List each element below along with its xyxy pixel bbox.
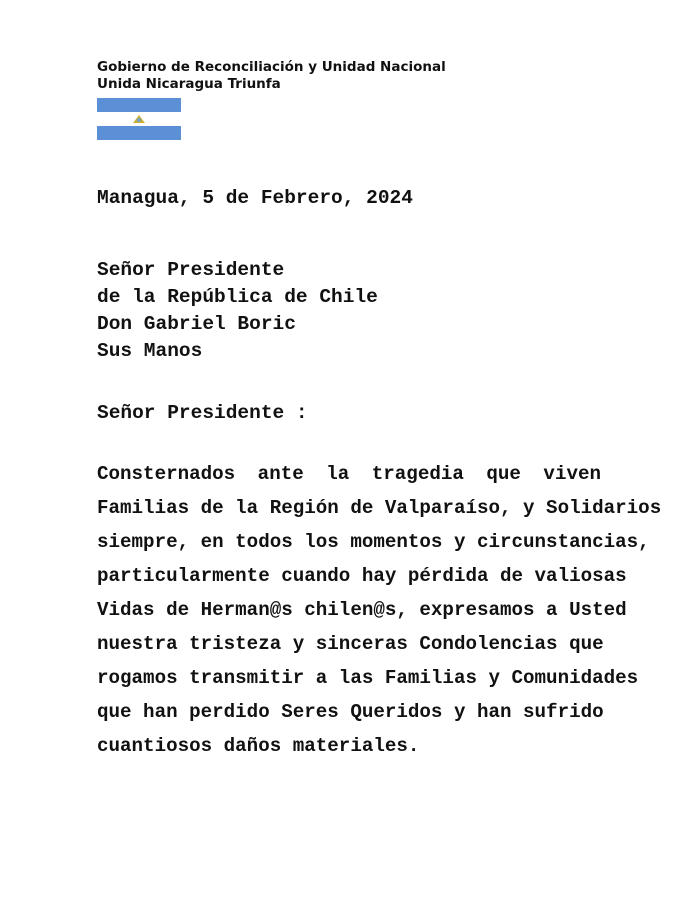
recipient-line: Sus Manos [97,340,203,362]
letterhead-government: Gobierno de Reconciliación y Unidad Nacional [97,59,446,75]
body-line: particularmente cuando hay pérdida de valiosas [97,565,627,587]
body-line: Familias de la Región de Valparaíso, y Solidarios [97,497,662,519]
nicaragua-flag-icon [97,98,181,140]
letterhead-slogan: Unida Nicaragua Triunfa [97,76,281,92]
body-line: Vidas de Herman@s chilen@s, expresamos a Usted [97,599,627,621]
date-line: Managua, 5 de Febrero, 2024 [97,187,413,209]
body-line: nuestra tristeza y sinceras Condolencias que [97,633,604,655]
body-line: que han perdido Seres Queridos y han sufrido [97,701,604,723]
body-line: cuantiosos daños materiales. [97,735,420,757]
recipient-line: de la República de Chile [97,286,378,308]
body-line: siempre, en todos los momentos y circunstancias, [97,531,650,553]
body-line: rogamos transmitir a las Familias y Comunidades [97,667,639,689]
recipient-line: Señor Presidente [97,259,285,281]
letter-body [97,460,662,766]
body-line: Consternados ante la tragedia que viven [97,463,601,485]
recipient-line: Don Gabriel Boric [97,313,296,335]
salutation: Señor Presidente : [97,402,308,424]
